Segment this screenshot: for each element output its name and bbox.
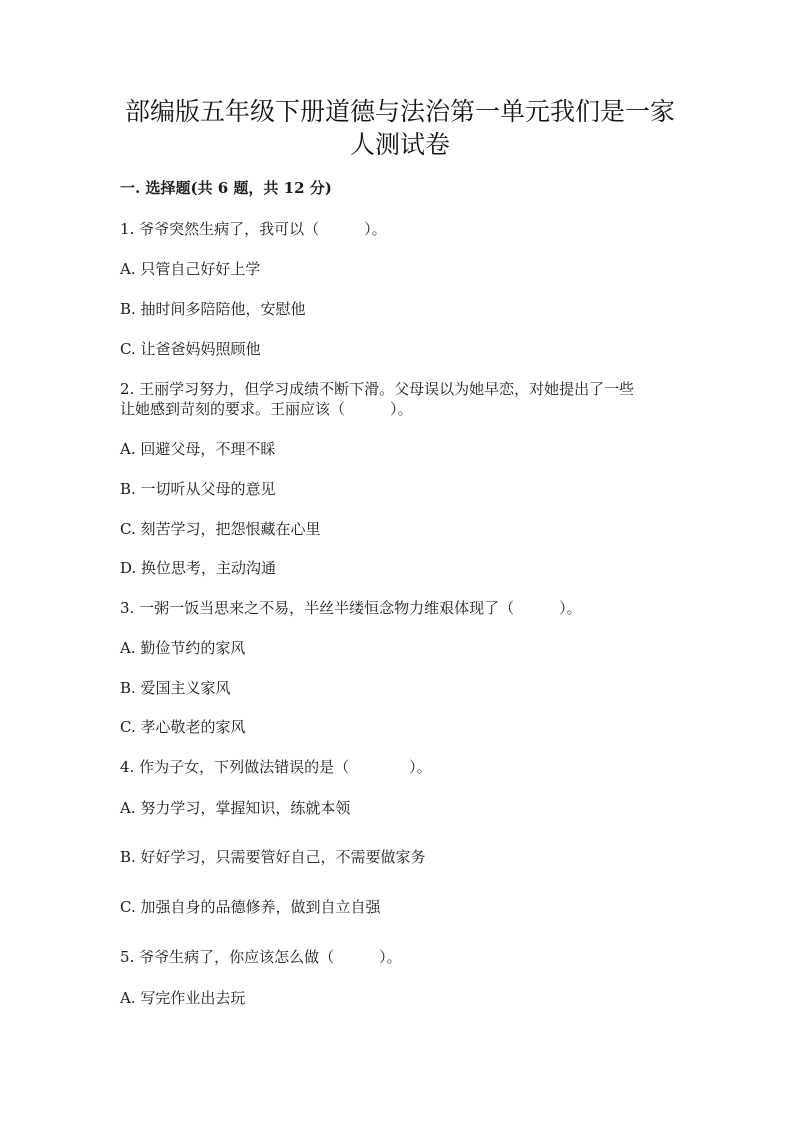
question-1-option-b: B. 抽时间多陪陪他，安慰他	[120, 300, 306, 318]
question-4-option-b: B. 好好学习，只需要管好自己，不需要做家务	[120, 848, 426, 866]
question-4-stem: 4. 作为子女，下列做法错误的是（ ）。	[120, 758, 432, 776]
question-2-option-b: B. 一切听从父母的意见	[120, 480, 276, 498]
question-2-option-a: A. 回避父母，不理不睬	[120, 440, 276, 458]
question-5-option-a: A. 写完作业出去玩	[120, 989, 246, 1007]
question-4-option-a: A. 努力学习，掌握知识，练就本领	[120, 799, 351, 817]
page-title-line-2: 人测试卷	[349, 130, 450, 159]
question-1-stem: 1. 爷爷突然生病了，我可以（ ）。	[120, 220, 387, 238]
question-1-option-a: A. 只管自己好好上学	[120, 260, 261, 278]
question-3-option-a: A. 勤俭节约的家风	[120, 639, 246, 657]
question-5-stem: 5. 爷爷生病了，你应该怎么做（ ）。	[120, 948, 402, 966]
question-1-option-c: C. 让爸爸妈妈照顾他	[120, 340, 261, 358]
question-2-stem-line-1: 2. 王丽学习努力，但学习成绩不断下滑。父母误以为她早恋，对她提出了一些	[120, 380, 635, 398]
question-2-option-d: D. 换位思考，主动沟通	[120, 559, 277, 577]
page-title-line-1: 部编版五年级下册道德与法治第一单元我们是一家	[124, 97, 675, 126]
question-2-option-c: C. 刻苦学习，把怨恨藏在心里	[120, 520, 321, 538]
question-3-option-c: C. 孝心敬老的家风	[120, 718, 246, 736]
question-3-option-b: B. 爱国主义家风	[120, 679, 231, 697]
question-2-stem-line-2: 让她感到苛刻的要求。王丽应该（ ）。	[120, 400, 413, 418]
question-3-stem: 3. 一粥一饭当思来之不易，半丝半缕恒念物力维艰体现了（ ）。	[120, 599, 582, 617]
question-4-option-c: C. 加强自身的品德修养，做到自立自强	[120, 898, 381, 916]
section-heading: 一. 选择题(共 6 题，共 12 分)	[120, 179, 332, 197]
